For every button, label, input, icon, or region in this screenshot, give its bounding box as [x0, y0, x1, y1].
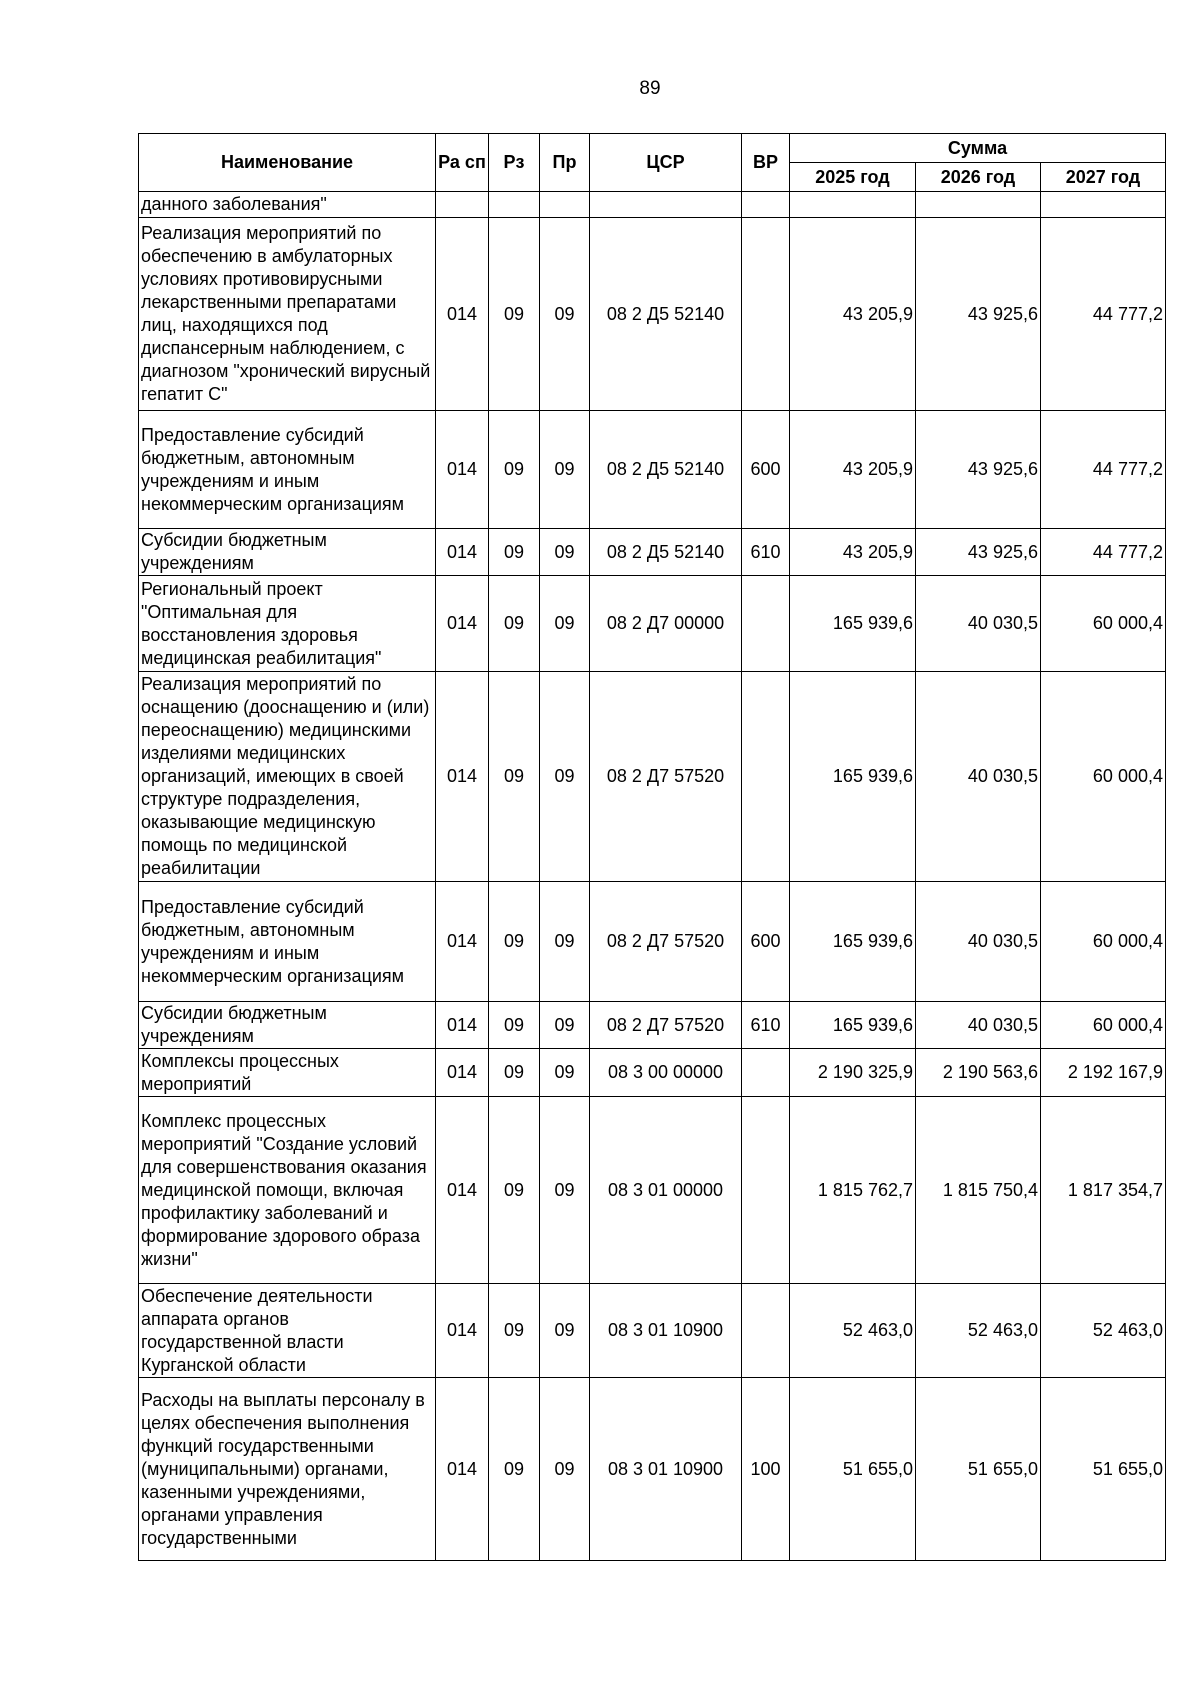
cell-name: Реализация мероприятий по обеспечению в амбулаторных условиях противовирусными лекарственными препаратами лиц, находящихся под диспансерным наблюдением, с диагнозом "хронический вирусный гепатит С"	[139, 218, 436, 411]
cell-rz: 09	[489, 882, 540, 1002]
cell-sum-2026	[916, 192, 1041, 218]
table-body	[139, 192, 1166, 1561]
cell-pr: 09	[540, 882, 590, 1002]
cell-rasp: 014	[436, 1002, 489, 1049]
cell-rz: 09	[489, 576, 540, 672]
header-name: Наименование	[139, 134, 436, 192]
cell-sum-2026: 2 190 563,6	[916, 1049, 1041, 1097]
cell-vr	[742, 192, 790, 218]
cell-rasp	[436, 192, 489, 218]
cell-pr: 09	[540, 1002, 590, 1049]
cell-csr: 08 3 00 00000	[590, 1049, 742, 1097]
header-sum: Сумма	[790, 134, 1166, 163]
cell-sum-2026: 40 030,5	[916, 576, 1041, 672]
cell-vr	[742, 1049, 790, 1097]
cell-pr: 09	[540, 1097, 590, 1284]
cell-sum-2025: 43 205,9	[790, 529, 916, 576]
cell-name: Комплексы процессных мероприятий	[139, 1049, 436, 1097]
cell-rasp: 014	[436, 882, 489, 1002]
table-row	[139, 411, 1166, 529]
header-year-2025: 2025 год	[790, 163, 916, 192]
cell-sum-2027: 44 777,2	[1041, 411, 1166, 529]
cell-name: Предоставление субсидий бюджетным, автономным учреждениям и иным некоммерческим организациям	[139, 882, 436, 1002]
cell-rasp: 014	[436, 218, 489, 411]
cell-sum-2025: 165 939,6	[790, 672, 916, 882]
cell-sum-2027: 52 463,0	[1041, 1284, 1166, 1378]
cell-pr: 09	[540, 411, 590, 529]
cell-name: Обеспечение деятельности аппарата органов государственной власти Курганской области	[139, 1284, 436, 1378]
table-row	[139, 192, 1166, 218]
cell-sum-2026: 40 030,5	[916, 882, 1041, 1002]
header-csr: ЦСР	[590, 134, 742, 192]
cell-sum-2026: 43 925,6	[916, 411, 1041, 529]
cell-sum-2027: 2 192 167,9	[1041, 1049, 1166, 1097]
cell-sum-2027: 60 000,4	[1041, 672, 1166, 882]
cell-name: Предоставление субсидий бюджетным, автономным учреждениям и иным некоммерческим организациям	[139, 411, 436, 529]
cell-sum-2027: 51 655,0	[1041, 1378, 1166, 1561]
cell-rasp: 014	[436, 1284, 489, 1378]
cell-vr: 610	[742, 1002, 790, 1049]
cell-pr: 09	[540, 576, 590, 672]
cell-vr: 600	[742, 411, 790, 529]
cell-pr	[540, 192, 590, 218]
cell-rz: 09	[489, 529, 540, 576]
cell-csr: 08 3 01 00000	[590, 1097, 742, 1284]
cell-csr: 08 2 Д5 52140	[590, 411, 742, 529]
cell-rasp: 014	[436, 411, 489, 529]
header-rz: Рз	[489, 134, 540, 192]
cell-csr	[590, 192, 742, 218]
table-row	[139, 672, 1166, 882]
cell-sum-2025: 51 655,0	[790, 1378, 916, 1561]
cell-rz: 09	[489, 1002, 540, 1049]
table-row	[139, 1284, 1166, 1378]
cell-pr: 09	[540, 672, 590, 882]
cell-csr: 08 2 Д5 52140	[590, 529, 742, 576]
page-number: 89	[639, 78, 661, 99]
cell-sum-2027: 60 000,4	[1041, 576, 1166, 672]
cell-sum-2026: 43 925,6	[916, 218, 1041, 411]
cell-name: данного заболевания"	[139, 192, 436, 218]
cell-csr: 08 2 Д7 57520	[590, 1002, 742, 1049]
cell-vr	[742, 1284, 790, 1378]
header-vr: ВР	[742, 134, 790, 192]
cell-rasp: 014	[436, 1378, 489, 1561]
cell-rz: 09	[489, 218, 540, 411]
cell-sum-2027: 1 817 354,7	[1041, 1097, 1166, 1284]
cell-csr: 08 2 Д7 00000	[590, 576, 742, 672]
cell-sum-2026: 51 655,0	[916, 1378, 1041, 1561]
cell-sum-2025: 165 939,6	[790, 1002, 916, 1049]
table-row	[139, 1097, 1166, 1284]
cell-vr	[742, 576, 790, 672]
cell-name: Региональный проект "Оптимальная для восстановления здоровья медицинская реабилитация"	[139, 576, 436, 672]
cell-pr: 09	[540, 1284, 590, 1378]
cell-vr: 100	[742, 1378, 790, 1561]
cell-sum-2025: 52 463,0	[790, 1284, 916, 1378]
cell-sum-2026: 43 925,6	[916, 529, 1041, 576]
cell-sum-2027: 44 777,2	[1041, 218, 1166, 411]
header-pr: Пр	[540, 134, 590, 192]
cell-sum-2025: 2 190 325,9	[790, 1049, 916, 1097]
cell-sum-2026: 40 030,5	[916, 672, 1041, 882]
cell-sum-2026: 40 030,5	[916, 1002, 1041, 1049]
cell-rasp: 014	[436, 1097, 489, 1284]
header-rasp: Ра сп	[436, 134, 489, 192]
table-row	[139, 529, 1166, 576]
cell-pr: 09	[540, 529, 590, 576]
cell-csr: 08 3 01 10900	[590, 1378, 742, 1561]
table-row	[139, 882, 1166, 1002]
cell-rasp: 014	[436, 529, 489, 576]
cell-name: Комплекс процессных мероприятий "Создание условий для совершенствования оказания медицинской помощи, включая профилактику заболеваний и формирование здорового образа жизни"	[139, 1097, 436, 1284]
cell-rz: 09	[489, 1097, 540, 1284]
header-year-2026: 2026 год	[916, 163, 1041, 192]
cell-rz	[489, 192, 540, 218]
cell-vr: 600	[742, 882, 790, 1002]
header-year-2027: 2027 год	[1041, 163, 1166, 192]
cell-rasp: 014	[436, 1049, 489, 1097]
cell-vr	[742, 218, 790, 411]
cell-pr: 09	[540, 218, 590, 411]
table-row	[139, 576, 1166, 672]
cell-csr: 08 3 01 10900	[590, 1284, 742, 1378]
cell-vr	[742, 672, 790, 882]
cell-rasp: 014	[436, 576, 489, 672]
cell-sum-2026: 1 815 750,4	[916, 1097, 1041, 1284]
cell-sum-2025	[790, 192, 916, 218]
table-header	[139, 134, 1166, 192]
cell-sum-2027: 44 777,2	[1041, 529, 1166, 576]
budget-table	[138, 133, 1166, 1561]
table-row	[139, 1002, 1166, 1049]
cell-csr: 08 2 Д5 52140	[590, 218, 742, 411]
cell-sum-2026: 52 463,0	[916, 1284, 1041, 1378]
cell-sum-2025: 165 939,6	[790, 576, 916, 672]
cell-sum-2025: 43 205,9	[790, 411, 916, 529]
cell-sum-2025: 165 939,6	[790, 882, 916, 1002]
table-row	[139, 1049, 1166, 1097]
cell-csr: 08 2 Д7 57520	[590, 882, 742, 1002]
cell-name: Субсидии бюджетным учреждениям	[139, 1002, 436, 1049]
cell-vr	[742, 1097, 790, 1284]
table-row	[139, 1378, 1166, 1561]
cell-sum-2027	[1041, 192, 1166, 218]
cell-rz: 09	[489, 411, 540, 529]
cell-name: Реализация мероприятий по оснащению (дооснащению и (или) переоснащению) медицинскими изделиями медицинских организаций, имеющих в своей структуре подразделения, оказывающие медицинскую помощь по медицинской реабилитации	[139, 672, 436, 882]
cell-name: Субсидии бюджетным учреждениям	[139, 529, 436, 576]
cell-rz: 09	[489, 1049, 540, 1097]
cell-pr: 09	[540, 1049, 590, 1097]
cell-vr: 610	[742, 529, 790, 576]
cell-rz: 09	[489, 672, 540, 882]
table-row	[139, 218, 1166, 411]
cell-sum-2025: 43 205,9	[790, 218, 916, 411]
cell-rasp: 014	[436, 672, 489, 882]
cell-pr: 09	[540, 1378, 590, 1561]
cell-sum-2025: 1 815 762,7	[790, 1097, 916, 1284]
cell-name: Расходы на выплаты персоналу в целях обеспечения выполнения функций государственными (муниципальными) органами, казенными учреждениями, органами управления государственными	[139, 1378, 436, 1561]
cell-csr: 08 2 Д7 57520	[590, 672, 742, 882]
cell-rz: 09	[489, 1378, 540, 1561]
cell-sum-2027: 60 000,4	[1041, 1002, 1166, 1049]
cell-rz: 09	[489, 1284, 540, 1378]
cell-sum-2027: 60 000,4	[1041, 882, 1166, 1002]
